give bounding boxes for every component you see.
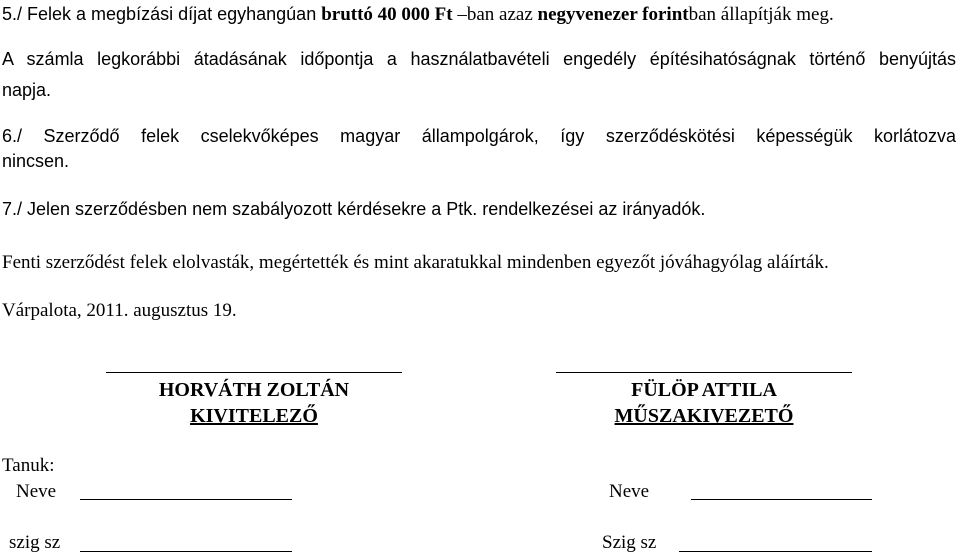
para5-amount-words: negyvenezer forint xyxy=(537,4,689,25)
para5-suffix: ban állapítják meg. xyxy=(688,4,834,25)
left-witness-id-line xyxy=(80,551,292,552)
left-signatory-name: HORVÁTH ZOLTÁN xyxy=(158,379,350,401)
left-witness-name-label: Neve xyxy=(16,481,57,502)
para5-line3: napja. xyxy=(2,80,52,100)
para5-amount: bruttó 40 000 Ft xyxy=(321,4,453,25)
witnesses-heading: Tanuk: xyxy=(2,455,55,476)
right-witness-id-line xyxy=(679,551,872,552)
place-date: Várpalota, 2011. augusztus 19. xyxy=(2,300,237,321)
para6-line1: 6./ Szerződő felek cselekvőképes magyar állampolgárok, így szerződéskötési képességük korlátozva xyxy=(2,126,956,146)
closing-text: Fenti szerződést felek elolvasták, megértették és mint akaratukkal mindenben egyezőt jóváhagyólag aláírták. xyxy=(2,252,829,273)
para7-line1: 7./ Jelen szerződésben nem szabályozott kérdésekre a Ptk. rendelkezései az irányadók. xyxy=(2,199,706,219)
para5-middle: –ban azaz xyxy=(452,4,538,25)
right-signature-line xyxy=(556,372,852,373)
left-witness-id-label: szig sz xyxy=(9,532,61,553)
right-witness-name-label: Neve xyxy=(609,481,650,502)
left-witness-name-line xyxy=(80,499,292,500)
para5-line2: A számla legkorábbi átadásának időpontja a használatbavételi engedély építésihatóságnak történő benyújtás xyxy=(2,49,956,69)
left-signature-line xyxy=(106,372,402,373)
para6-line2: nincsen. xyxy=(2,151,70,171)
para5-prefix: 5./ Felek a megbízási díjat egyhangúan xyxy=(2,4,322,24)
right-signatory-role: MŰSZAKIVEZETŐ xyxy=(614,405,794,427)
right-signatory-name: FÜLÖP ATTILA xyxy=(631,379,777,401)
left-signatory-role: KIVITELEZŐ xyxy=(190,405,318,427)
right-witness-id-label: Szig sz xyxy=(602,532,657,553)
right-witness-name-line xyxy=(691,499,872,500)
para5-line1 xyxy=(2,3,834,26)
